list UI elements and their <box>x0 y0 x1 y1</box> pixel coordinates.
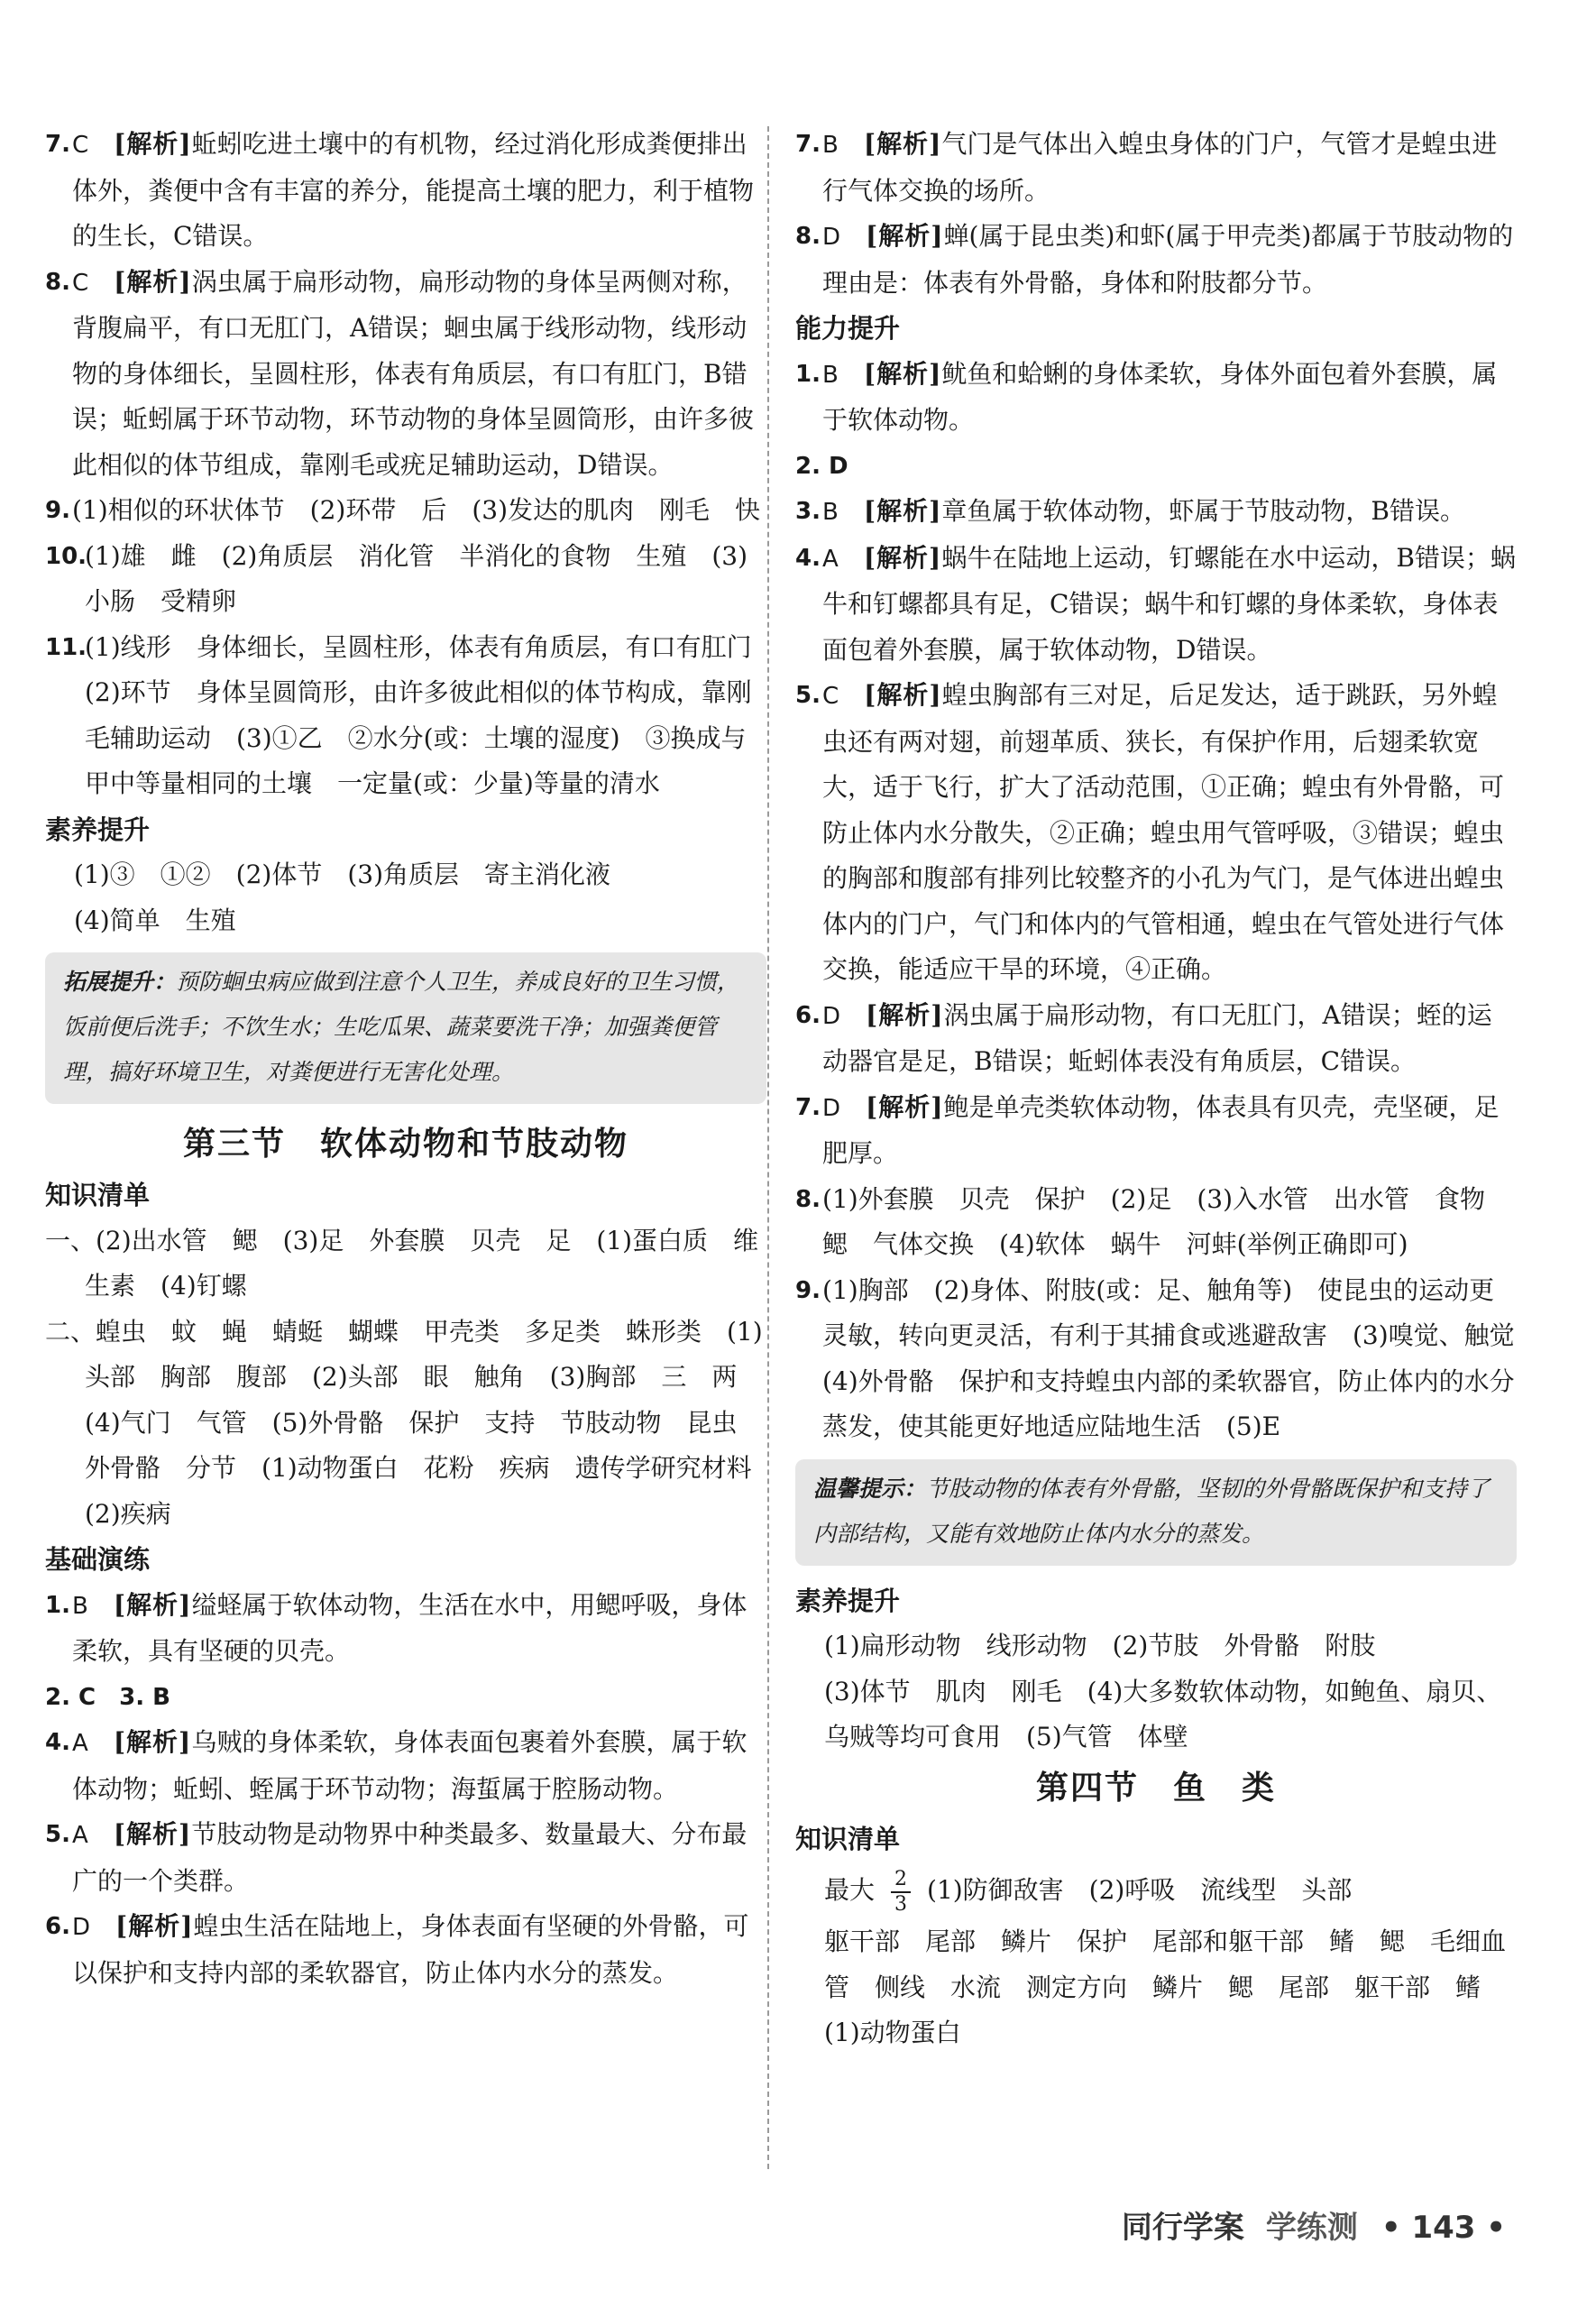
answer-9: 9. (1)相似的环状体节 (2)环带 后 (3)发达的肌肉 刚毛 快 <box>45 495 760 525</box>
fraction-two-thirds: $\frac{2}{3}$ <box>891 1868 911 1917</box>
fish-knowledge-line-1: 最大 $\frac{2}{3}$ (1)防御敌害 (2)呼吸 流线型 头部 <box>824 1867 1353 1916</box>
basic-answer-1: 1. B [解析]缢蛏属于软体动物，生活在水中，用鳃呼吸，身体柔软，具有坚硬的贝壳。 <box>45 1589 748 1666</box>
ability-answer-3: 3. B [解析]章鱼属于软体动物，虾属于节肢动物，B错误。 <box>795 496 1465 526</box>
suyang-line-2: (4)简单 生殖 <box>74 905 236 935</box>
basic-answer-6: 6. D [解析]蝗虫生活在陆地上，身体表面有坚硬的外骨骼，可以保护和支持内部的柔软器官，防止体内水分的蒸发。 <box>45 1911 749 1988</box>
right-column <box>795 122 1540 2056</box>
left-column <box>45 122 777 1996</box>
answer-7: 7. C [解析]蚯蚓吃进土壤中的有机物，经过消化形成粪便排出体外，粪便中含有丰富的养分，能提高土壤的肥力，利于植物的生长，C错误。 <box>45 129 755 251</box>
basic-answer-2-3: 2. C 3. B <box>45 1683 170 1711</box>
suyang-right-line-1: (1)扁形动物 线形动物 (2)节肢 外骨骼 附肢 <box>824 1631 1376 1660</box>
ability-answer-1: 1. B [解析]鱿鱼和蛤蜊的身体柔软，身体外面包着外套膜，属于软体动物。 <box>795 358 1498 435</box>
zhishi-heading: 知识清单 <box>45 1180 151 1210</box>
ability-answer-5: 5. C [解析]蝗虫胸部有三对足，后足发达，适于跳跃，另外蝗虫还有两对翅，前翅革质、狭长，有保护作用，后翅柔软宽大，适于飞行，扩大了活动范围，①正确；蝗虫有外骨骼，可防止体内水分散失，②正确；蝗虫用气管呼吸，③错误；蝗虫的胸部和腹部有排列比较整齐的小孔为气门，是气体进出蝗虫体内的门户，气门和体内的气管相通，蝗虫在气管处进行气体交换，能适应干旱的环境，④正确。 <box>795 680 1505 984</box>
answer-11: 11. (1)线形 身体细长，呈圆柱形，体表有角质层，有口有肛门 (2)环节 身体呈圆筒形，由许多彼此相似的体节构成，靠刚毛辅助运动 (3)①乙 ②水分(或：土壤的湿度) ③换成与甲中等量相同的土壤 一定量(或：少量)等量的清水 <box>45 631 777 798</box>
ability-answer-6: 6. D [解析]涡虫属于扁形动物，有口无肛门，A错误；蛭的运动器官是足，B错误；蚯蚓体表没有角质层，C错误。 <box>795 999 1492 1076</box>
series-name: 学练测 <box>1265 2210 1358 2246</box>
basic-answer-8: 8. D [解析]蝉(属于昆虫类)和虾(属于甲壳类)都属于节肢动物的理由是：体表有外骨骼，身体和附肢都分节。 <box>795 221 1514 298</box>
ability-answer-9: 9. (1)胸部 (2)身体、附肢(或：足、触角等) 使昆虫的运动更灵敏，转向更灵活，有利于其捕食或逃避敌害 (3)嗅觉、触觉 (4)外骨骼 保护和支持蝗虫内部的柔软器官，防止体内的水分蒸发，使其能更好地适应陆地生活 (5)E <box>795 1274 1540 1441</box>
suyang-heading-right: 素养提升 <box>795 1585 901 1616</box>
knowledge-part-1: 一、(2)出水管 鳃 (3)足 外套膜 贝壳 足 (1)蛋白质 维生素 (4)钉螺 <box>45 1225 758 1301</box>
ability-answer-4: 4. A [解析]蜗牛在陆地上运动，钉螺能在水中运动，B错误；蜗牛和钉螺都具有足，C错误；蜗牛和钉螺的身体柔软，身体表面包着外套膜，属于软体动物，D错误。 <box>795 542 1516 665</box>
ability-answer-8: 8. (1)外套膜 贝壳 保护 (2)足 (3)入水管 出水管 食物 鳃 气体交换 (4)软体 蜗牛 河蚌(举例正确即可) <box>795 1183 1511 1259</box>
knowledge-part-2: 二、蝗虫 蚊 蝇 蜻蜓 蝴蝶 甲壳类 多足类 蛛形类 (1)头部 胸部 腹部 (2)头部 眼 触角 (3)胸部 三 两 (4)气门 气管 (5)外骨骼 保护 支持 节肢动物 昆虫 外骨骼 分节 (1)动物蛋白 花粉 疾病 遗传学研究材料 (2)疾病 <box>45 1316 777 1529</box>
basic-answer-4: 4. A [解析]乌贼的身体柔软，身体表面包裹着外套膜，属于软体动物；蚯蚓、蛭属于环节动物；海蜇属于腔肠动物。 <box>45 1727 748 1804</box>
suyang-line-1: (1)③ ①② (2)体节 (3)角质层 寄主消化液 <box>74 860 610 889</box>
brand-name: 同行学案 <box>1121 2210 1244 2246</box>
answer-10: 10. (1)雄 雌 (2)角质层 消化管 半消化的食物 生殖 (3)小肠 受精卵 <box>45 540 748 616</box>
nengli-heading: 能力提升 <box>795 313 901 344</box>
column-divider <box>767 126 769 2169</box>
fish-knowledge-rest: 躯干部 尾部 鳞片 保护 尾部和躯干部 鳍 鳃 毛细血管 侧线 水流 测定方向 鳞片 鳃 尾部 躯干部 鳍 (1)动物蛋白 <box>824 1926 1507 2047</box>
page-number: • 143 • <box>1380 2210 1506 2246</box>
suyang-right-line-2: (3)体节 肌肉 刚毛 (4)大多数软体动物，如鲍鱼、扇贝、乌贼等均可食用 (5)气管 体壁 <box>824 1676 1502 1752</box>
page-footer <box>1122 2202 1506 2247</box>
basic-answer-5: 5. A [解析]节肢动物是动物界中种类最多、数量最大、分布最广的一个类群。 <box>45 1819 748 1896</box>
zhishi-heading-right: 知识清单 <box>795 1823 901 1854</box>
section-title-4: 第四节 鱼 类 <box>1035 1769 1276 1807</box>
extension-note: 拓展提升：预防蛔虫病应做到注意个人卫生，养成良好的卫生习惯，饭前便后洗手；不饮生水；生吃瓜果、蔬菜要洗干净；加强粪便管理，搞好环境卫生，对粪便进行无害化处理。 <box>45 952 766 1104</box>
answer-8: 8. C [解析]涡虫属于扁形动物，扁形动物的身体呈两侧对称，背腹扁平，有口无肛门，A错误；蛔虫属于线形动物，线形动物的身体细长，呈圆柱形，体表有角质层，有口有肛门，B错误；蚯蚓属于环节动物，环节动物的身体呈圆筒形，由许多彼此相似的体节组成，靠刚毛或疣足辅助运动，D错误。 <box>45 266 755 480</box>
suyang-heading: 素养提升 <box>45 814 151 845</box>
basic-answer-7: 7. B [解析]气门是气体出入蝗虫身体的门户，气管才是蝗虫进行气体交换的场所。 <box>795 129 1498 206</box>
section-title-3: 第三节 软体动物和节肢动物 <box>182 1126 628 1163</box>
tip-note: 温馨提示：节肢动物的体表有外骨骼，坚韧的外骨骼既保护和支持了内部结构，又能有效地防止体内水分的蒸发。 <box>795 1459 1517 1566</box>
jichu-heading: 基础演练 <box>45 1544 151 1575</box>
ability-answer-2: 2. D <box>795 452 848 480</box>
ability-answer-7: 7. D [解析]鲍是单壳类软体动物，体表具有贝壳，壳坚硬，足肥厚。 <box>795 1091 1500 1168</box>
